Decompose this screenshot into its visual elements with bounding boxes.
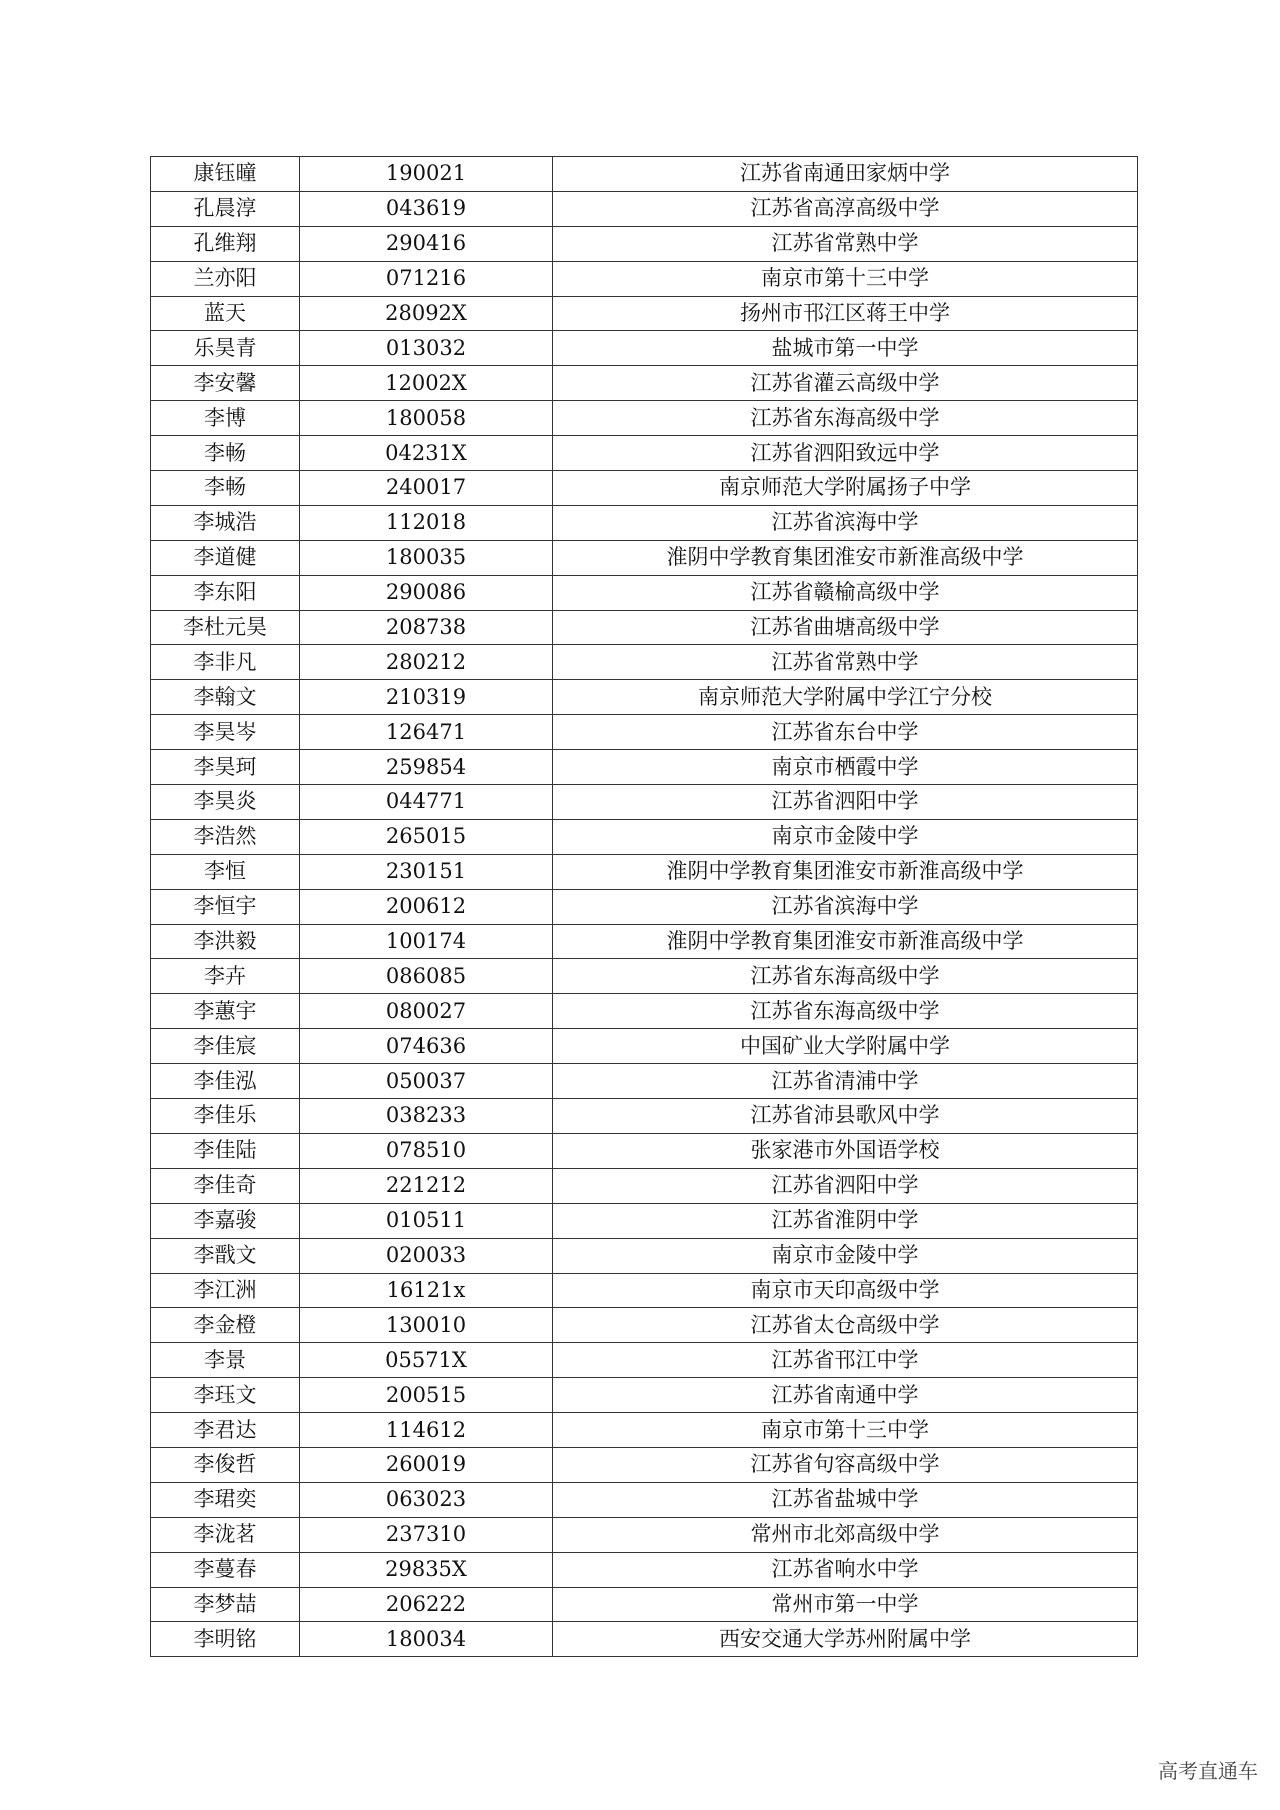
student-name-cell: 李珺奕 [151, 1482, 300, 1517]
student-id-cell: 114612 [300, 1413, 553, 1448]
student-id-cell: 240017 [300, 471, 553, 506]
student-id-cell: 086085 [300, 959, 553, 994]
student-id-cell: 280212 [300, 645, 553, 680]
student-name-cell: 李非凡 [151, 645, 300, 680]
table-row [151, 924, 1138, 959]
student-name-cell: 李恒宇 [151, 889, 300, 924]
school-name-cell: 盐城市第一中学 [553, 331, 1138, 366]
student-id-cell: 28092X [300, 296, 553, 331]
table-row [151, 471, 1138, 506]
student-name-cell: 李洪毅 [151, 924, 300, 959]
student-name-cell: 李蔓春 [151, 1552, 300, 1587]
school-name-cell: 常州市第一中学 [553, 1587, 1138, 1622]
table-row [151, 540, 1138, 575]
student-id-cell: 221212 [300, 1168, 553, 1203]
student-id-cell: 04231X [300, 436, 553, 471]
school-name-cell: 江苏省泗阳中学 [553, 1168, 1138, 1203]
table-row [151, 226, 1138, 261]
student-id-cell: 180058 [300, 401, 553, 436]
table-row [151, 680, 1138, 715]
table-row [151, 1273, 1138, 1308]
school-name-cell: 淮阴中学教育集团淮安市新淮高级中学 [553, 854, 1138, 889]
table-row [151, 1447, 1138, 1482]
student-id-cell: 237310 [300, 1517, 553, 1552]
table-row [151, 401, 1138, 436]
school-name-cell: 江苏省赣榆高级中学 [553, 575, 1138, 610]
student-name-cell: 康钰曈 [151, 157, 300, 192]
student-id-cell: 05571X [300, 1343, 553, 1378]
student-id-cell: 260019 [300, 1447, 553, 1482]
school-name-cell: 江苏省沛县歌风中学 [553, 1099, 1138, 1134]
school-name-cell: 江苏省盐城中学 [553, 1482, 1138, 1517]
table-row [151, 1099, 1138, 1134]
school-name-cell: 中国矿业大学附属中学 [553, 1029, 1138, 1064]
table-row [151, 1064, 1138, 1099]
student-id-cell: 044771 [300, 785, 553, 820]
student-name-cell: 李博 [151, 401, 300, 436]
student-id-cell: 013032 [300, 331, 553, 366]
school-name-cell: 张家港市外国语学校 [553, 1133, 1138, 1168]
student-name-cell: 李道健 [151, 540, 300, 575]
table-row [151, 1378, 1138, 1413]
student-id-cell: 259854 [300, 750, 553, 785]
school-name-cell: 西安交通大学苏州附属中学 [553, 1622, 1138, 1657]
table-row [151, 1168, 1138, 1203]
student-id-cell: 112018 [300, 505, 553, 540]
student-id-cell: 290416 [300, 226, 553, 261]
school-name-cell: 南京市栖霞中学 [553, 750, 1138, 785]
school-name-cell: 江苏省太仓高级中学 [553, 1308, 1138, 1343]
table-row [151, 1482, 1138, 1517]
student-name-cell: 李安馨 [151, 366, 300, 401]
table-row [151, 261, 1138, 296]
table-row [151, 331, 1138, 366]
roster-body [151, 157, 1138, 1657]
table-row [151, 1587, 1138, 1622]
student-name-cell: 蓝天 [151, 296, 300, 331]
school-name-cell: 江苏省邗江中学 [553, 1343, 1138, 1378]
student-name-cell: 李明铭 [151, 1622, 300, 1657]
student-id-cell: 265015 [300, 819, 553, 854]
school-name-cell: 南京市天印高级中学 [553, 1273, 1138, 1308]
school-name-cell: 江苏省东海高级中学 [553, 401, 1138, 436]
school-name-cell: 江苏省灌云高级中学 [553, 366, 1138, 401]
student-id-cell: 126471 [300, 715, 553, 750]
table-row [151, 750, 1138, 785]
student-name-cell: 李翰文 [151, 680, 300, 715]
student-id-cell: 043619 [300, 191, 553, 226]
school-name-cell: 南京师范大学附属扬子中学 [553, 471, 1138, 506]
student-id-cell: 071216 [300, 261, 553, 296]
student-name-cell: 李梦喆 [151, 1587, 300, 1622]
school-name-cell: 江苏省东海高级中学 [553, 994, 1138, 1029]
table-row [151, 1622, 1138, 1657]
table-row [151, 610, 1138, 645]
student-name-cell: 李恒 [151, 854, 300, 889]
student-name-cell: 李昊珂 [151, 750, 300, 785]
student-id-cell: 038233 [300, 1099, 553, 1134]
student-id-cell: 074636 [300, 1029, 553, 1064]
student-name-cell: 李畅 [151, 436, 300, 471]
table-row [151, 1308, 1138, 1343]
student-id-cell: 080027 [300, 994, 553, 1029]
student-id-cell: 200612 [300, 889, 553, 924]
student-name-cell: 李嘉骏 [151, 1203, 300, 1238]
school-name-cell: 江苏省滨海中学 [553, 505, 1138, 540]
student-name-cell: 李江洲 [151, 1273, 300, 1308]
student-id-cell: 29835X [300, 1552, 553, 1587]
table-row [151, 366, 1138, 401]
student-name-cell: 李卉 [151, 959, 300, 994]
table-row [151, 1029, 1138, 1064]
student-id-cell: 180034 [300, 1622, 553, 1657]
table-row [151, 1203, 1138, 1238]
student-id-cell: 230151 [300, 854, 553, 889]
school-name-cell: 江苏省曲塘高级中学 [553, 610, 1138, 645]
table-row [151, 715, 1138, 750]
table-row [151, 854, 1138, 889]
student-name-cell: 李佳宸 [151, 1029, 300, 1064]
student-id-cell: 12002X [300, 366, 553, 401]
student-name-cell: 李金橙 [151, 1308, 300, 1343]
student-name-cell: 兰亦阳 [151, 261, 300, 296]
student-id-cell: 210319 [300, 680, 553, 715]
table-row [151, 645, 1138, 680]
school-name-cell: 江苏省南通田家炳中学 [553, 157, 1138, 192]
table-row [151, 1552, 1138, 1587]
student-id-cell: 206222 [300, 1587, 553, 1622]
school-name-cell: 常州市北郊高级中学 [553, 1517, 1138, 1552]
student-id-cell: 078510 [300, 1133, 553, 1168]
school-name-cell: 江苏省响水中学 [553, 1552, 1138, 1587]
school-name-cell: 淮阴中学教育集团淮安市新淮高级中学 [553, 540, 1138, 575]
student-id-cell: 290086 [300, 575, 553, 610]
student-name-cell: 李珏文 [151, 1378, 300, 1413]
student-name-cell: 乐昊青 [151, 331, 300, 366]
school-name-cell: 南京市第十三中学 [553, 1413, 1138, 1448]
table-row [151, 959, 1138, 994]
table-row [151, 994, 1138, 1029]
school-name-cell: 江苏省句容高级中学 [553, 1447, 1138, 1482]
roster-table [150, 156, 1138, 1657]
student-name-cell: 李景 [151, 1343, 300, 1378]
student-name-cell: 李蕙宇 [151, 994, 300, 1029]
table-row [151, 191, 1138, 226]
student-name-cell: 李昊岑 [151, 715, 300, 750]
table-row [151, 1343, 1138, 1378]
student-id-cell: 010511 [300, 1203, 553, 1238]
school-name-cell: 扬州市邗江区蒋王中学 [553, 296, 1138, 331]
student-id-cell: 130010 [300, 1308, 553, 1343]
school-name-cell: 江苏省淮阴中学 [553, 1203, 1138, 1238]
table-row [151, 436, 1138, 471]
school-name-cell: 江苏省常熟中学 [553, 645, 1138, 680]
table-row [151, 575, 1138, 610]
student-name-cell: 孔维翔 [151, 226, 300, 261]
student-name-cell: 孔晨淳 [151, 191, 300, 226]
school-name-cell: 江苏省高淳高级中学 [553, 191, 1138, 226]
student-name-cell: 李佳乐 [151, 1099, 300, 1134]
student-name-cell: 李戬文 [151, 1238, 300, 1273]
school-name-cell: 江苏省清浦中学 [553, 1064, 1138, 1099]
school-name-cell: 江苏省滨海中学 [553, 889, 1138, 924]
student-id-cell: 050037 [300, 1064, 553, 1099]
table-row [151, 505, 1138, 540]
student-name-cell: 李俊哲 [151, 1447, 300, 1482]
student-id-cell: 208738 [300, 610, 553, 645]
school-name-cell: 南京市第十三中学 [553, 261, 1138, 296]
student-name-cell: 李浩然 [151, 819, 300, 854]
table-row [151, 889, 1138, 924]
student-name-cell: 李佳泓 [151, 1064, 300, 1099]
student-name-cell: 李杜元昊 [151, 610, 300, 645]
table-row [151, 157, 1138, 192]
school-name-cell: 南京市金陵中学 [553, 819, 1138, 854]
school-name-cell: 江苏省常熟中学 [553, 226, 1138, 261]
school-name-cell: 江苏省东海高级中学 [553, 959, 1138, 994]
watermark-logo: 高考直通车 [1158, 1759, 1258, 1783]
school-name-cell: 南京师范大学附属中学江宁分校 [553, 680, 1138, 715]
table-row [151, 1238, 1138, 1273]
student-id-cell: 190021 [300, 157, 553, 192]
student-name-cell: 李畅 [151, 471, 300, 506]
student-id-cell: 16121x [300, 1273, 553, 1308]
table-row [151, 1133, 1138, 1168]
student-id-cell: 063023 [300, 1482, 553, 1517]
school-name-cell: 江苏省南通中学 [553, 1378, 1138, 1413]
student-id-cell: 100174 [300, 924, 553, 959]
student-name-cell: 李泷茗 [151, 1517, 300, 1552]
student-id-cell: 180035 [300, 540, 553, 575]
school-name-cell: 南京市金陵中学 [553, 1238, 1138, 1273]
table-row [151, 1517, 1138, 1552]
student-name-cell: 李佳奇 [151, 1168, 300, 1203]
school-name-cell: 江苏省东台中学 [553, 715, 1138, 750]
table-row [151, 1413, 1138, 1448]
school-name-cell: 江苏省泗阳致远中学 [553, 436, 1138, 471]
student-name-cell: 李昊炎 [151, 785, 300, 820]
table-row [151, 785, 1138, 820]
student-name-cell: 李东阳 [151, 575, 300, 610]
student-id-cell: 200515 [300, 1378, 553, 1413]
student-id-cell: 020033 [300, 1238, 553, 1273]
table-row [151, 296, 1138, 331]
table-row [151, 819, 1138, 854]
student-name-cell: 李佳陆 [151, 1133, 300, 1168]
student-name-cell: 李城浩 [151, 505, 300, 540]
school-name-cell: 江苏省泗阳中学 [553, 785, 1138, 820]
school-name-cell: 淮阴中学教育集团淮安市新淮高级中学 [553, 924, 1138, 959]
student-name-cell: 李君达 [151, 1413, 300, 1448]
